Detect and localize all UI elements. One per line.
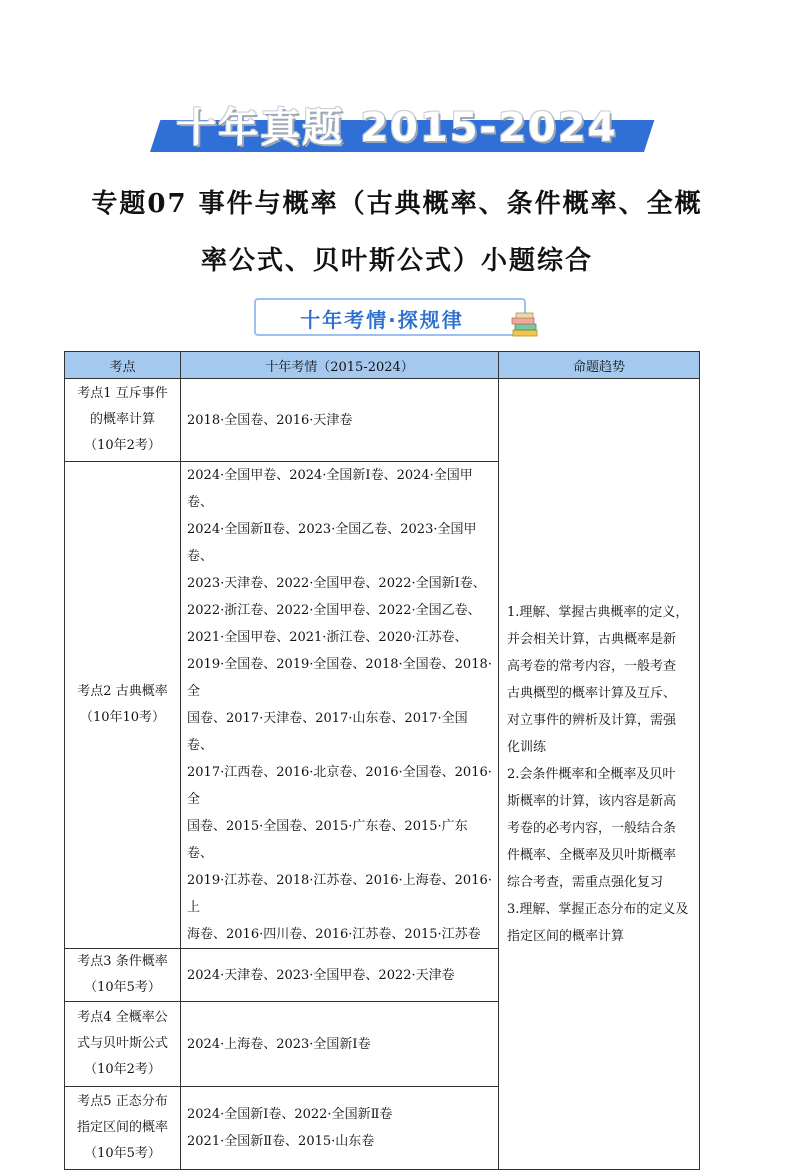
trend-line: 件概率、全概率及贝叶斯概率: [507, 847, 677, 863]
years-cell-1: [181, 379, 499, 462]
kaodian-line: 考点2 古典概率: [77, 684, 168, 699]
section-banner-title: 十年考情·探规律: [300, 308, 464, 332]
trend-line: 古典概型的概率计算及互斥、: [507, 685, 677, 701]
years-line: 国卷、2015·全国卷、2015·广东卷、2015·广东卷、: [187, 819, 468, 861]
trend-line: 化训练: [507, 739, 547, 755]
kaodian-line: （10年10考）: [79, 710, 166, 725]
trend-line: 综合考查，需重点强化复习: [507, 874, 664, 890]
header-trend: 命题趋势: [499, 352, 700, 379]
header-banner: [150, 96, 644, 156]
years-line: 2023·天津卷、2022·全国甲卷、2022·全国新Ⅰ卷、: [187, 576, 486, 591]
years-line: 2017·江西卷、2016·北京卷、2016·全国卷、2016·全: [187, 765, 492, 807]
years-line: 2024·全国新Ⅰ卷、2022·全国新Ⅱ卷: [187, 1107, 393, 1122]
kaodian-cell-2: [65, 462, 181, 949]
trend-line: 3.理解、掌握正态分布的定义及: [507, 901, 689, 917]
trend-line: 考卷的必考内容，一般结合条: [507, 820, 677, 836]
header-kaodian: 考点: [65, 352, 181, 379]
years-line: 2019·江苏卷、2018·江苏卷、2016·上海卷、2016·上: [187, 873, 492, 915]
kaodian-cell-1: [65, 379, 181, 462]
trend-line: 1.理解、掌握古典概率的定义，: [507, 604, 689, 620]
years-line: 2024·全国甲卷、2024·全国新Ⅰ卷、2024·全国甲卷、: [187, 468, 473, 510]
years-line: 2021·全国甲卷、2021·浙江卷、2020·江苏卷、: [187, 630, 468, 645]
years-line: 2024·上海卷、2023·全国新Ⅰ卷: [187, 1036, 371, 1052]
exam-summary-table: [64, 351, 700, 1170]
books-icon: [510, 312, 540, 340]
trend-line: 高考卷的常考内容，一般考查: [507, 658, 677, 674]
years-cell-2: [181, 462, 499, 949]
years-line: 海卷、2016·四川卷、2016·江苏卷、2015·江苏卷: [187, 927, 481, 942]
trend-line: 并会相关计算，古典概率是新: [507, 631, 677, 647]
kaodian-line: （10年5考）: [84, 1146, 161, 1161]
topic-title-line-2: 率公式、贝叶斯公式）小题综合: [200, 246, 593, 276]
years-cell-4: [181, 1002, 499, 1087]
kaodian-line: 的概率计算: [89, 412, 155, 427]
trend-line: 对立事件的辨析及计算，需强: [507, 712, 677, 728]
kaodian-cell-4: [65, 1002, 181, 1087]
kaodian-line: 式与贝叶斯公式: [76, 1036, 168, 1051]
years-cell-5: [181, 1087, 499, 1170]
kaodian-line: 考点1 互斥事件: [77, 386, 168, 401]
topic-title-line-1: 专题07 事件与概率（古典概率、条件概率、全概: [91, 189, 703, 219]
trend-cell: [499, 379, 700, 1170]
years-line: 2019·全国卷、2019·全国卷、2018·全国卷、2018·全: [187, 657, 492, 699]
years-line: 2018·全国卷、2016·天津卷: [187, 412, 353, 428]
trend-line: 2.会条件概率和全概率及贝叶: [507, 766, 676, 782]
years-line: 2024·天津卷、2023·全国甲卷、2022·天津卷: [187, 967, 455, 983]
years-line: 2024·全国新Ⅱ卷、2023·全国乙卷、2023·全国甲卷、: [187, 522, 477, 564]
trend-line: 斯概率的计算，该内容是新高: [507, 793, 677, 809]
header-years: 十年考情（2015-2024）: [181, 352, 499, 379]
trend-line: 指定区间的概率计算: [507, 928, 625, 944]
section-banner: [254, 298, 526, 336]
years-line: 2021·全国新Ⅱ卷、2015·山东卷: [187, 1134, 375, 1149]
years-line: 2022·浙江卷、2022·全国甲卷、2022·全国乙卷、: [187, 603, 481, 618]
kaodian-line: 考点5 正态分布: [77, 1094, 168, 1109]
kaodian-line: （10年2考）: [84, 438, 161, 453]
banner-title: 十年真题 2015-2024: [176, 105, 618, 151]
kaodian-cell-3: [65, 949, 181, 1002]
kaodian-line: 考点4 全概率公: [77, 1010, 168, 1025]
kaodian-line: 考点3 条件概率: [77, 954, 168, 969]
kaodian-line: （10年2考）: [84, 1062, 161, 1077]
kaodian-line: （10年5考）: [84, 980, 161, 995]
kaodian-line: 指定区间的概率: [76, 1120, 168, 1135]
years-line: 国卷、2017·天津卷、2017·山东卷、2017·全国卷、: [187, 711, 468, 753]
years-cell-3: [181, 949, 499, 1002]
kaodian-cell-5: [65, 1087, 181, 1170]
